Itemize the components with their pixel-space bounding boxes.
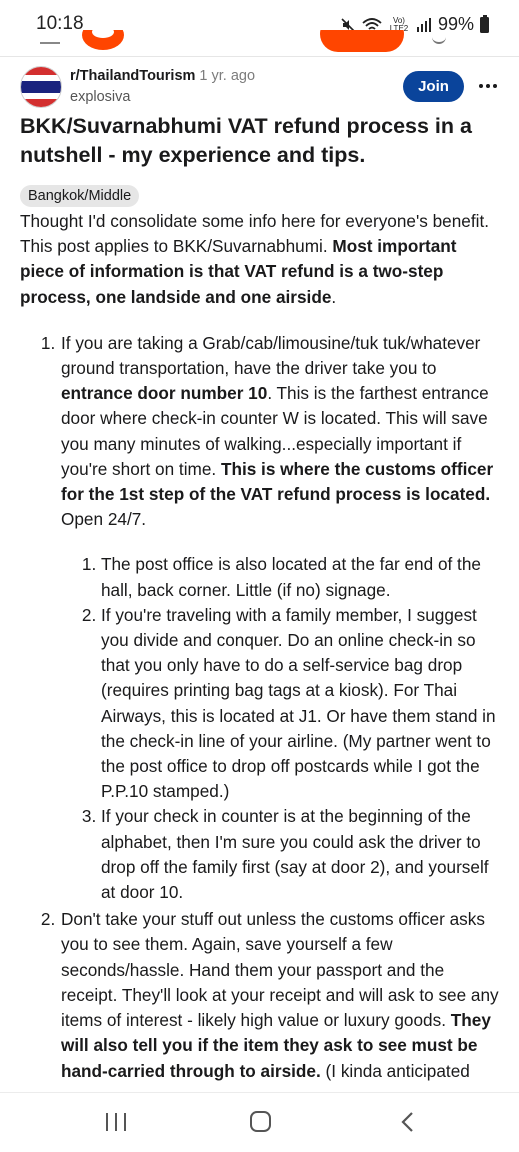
bold-text: Most important piece of information is that VAT refund is a two-step process, one landside and one airside	[20, 236, 457, 307]
post-age: 1 yr. ago	[199, 68, 256, 84]
sub-list-item: 2. If you're traveling with a family member, I suggest you divide and conquer. Do an online check-in so that you only have to do a self-service bag drop (requires printing bag tags at a kiosk). For Thai Airways, this is located at J1. Or have them stand in the check-in line of your airline. (My partner went to the post office to drop off postcards while I got the P.P.10 stamped.)	[101, 603, 505, 805]
post-title: BKK/Suvarnabhumi VAT refund process in a nutshell - my experience and tips.	[20, 114, 472, 167]
list-item	[60, 331, 505, 905]
text-run: If you are taking a Grab/cab/limousine/tuk tuk/whatever ground transportation, have the driver take you to	[61, 332, 481, 379]
sub-list-item: 1. The post office is also located at the far end of the hall, back corner. Little (if no) signage.	[101, 552, 505, 602]
post-meta	[70, 68, 255, 84]
text-run: (I kinda anticipated	[320, 1060, 470, 1081]
subreddit-avatar[interactable]	[20, 66, 62, 108]
subreddit-link[interactable]: r/ThailandTourism	[70, 68, 196, 84]
back-icon[interactable]	[398, 1110, 418, 1134]
text-run: Open 24/7.	[61, 509, 147, 530]
post-body	[20, 209, 505, 1084]
battery-percent: 99%	[437, 14, 474, 34]
sub-list	[61, 552, 505, 905]
recents-icon[interactable]	[106, 1113, 126, 1131]
bold-text: entrance door number 10	[61, 383, 268, 404]
sub-list-item: 3. If your check in counter is at the beginning of the alphabet, then I'm sure you could ask the driver to drop off the family first (say at door 2), and yourself at door 10.	[101, 804, 505, 905]
collapsed-header	[0, 30, 519, 56]
search-icon[interactable]	[432, 34, 446, 44]
bold-text: This is where the customs officer for the 1st step of the VAT refund process is located.	[61, 458, 494, 505]
reddit-logo-icon	[82, 30, 124, 50]
status-time: 10:18	[36, 13, 84, 34]
more-options-icon[interactable]	[478, 74, 498, 98]
menu-icon[interactable]	[40, 42, 60, 44]
join-button[interactable]: Join	[403, 71, 464, 102]
tips-list	[20, 331, 505, 1084]
intro-paragraph	[20, 209, 505, 310]
text-run: .	[331, 286, 337, 307]
home-icon[interactable]	[250, 1111, 271, 1132]
post-header	[0, 62, 519, 114]
post-flair[interactable]: Bangkok/Middle	[20, 185, 139, 207]
text-run: . This is the farthest entrance door where check-in counter W is located. This will save you many minutes of walking...especially important if you're short on time.	[61, 383, 489, 479]
author-link[interactable]: explosiva	[70, 89, 131, 105]
network-label: Vo) LTE2	[389, 15, 409, 33]
list-item	[60, 907, 505, 1083]
header-action-button[interactable]	[320, 30, 404, 52]
navigation-bar	[0, 1092, 519, 1152]
text-run: Don't take your stuff out unless the customs officer asks you to see them. Again, save yourself a few seconds/hassle. Hand them your passport and the receipt. They'll look at your receipt and will ask to see any items of interest - likely high value or luxury goods.	[61, 909, 499, 1031]
divider	[0, 56, 519, 57]
text-run: Thought I'd consolidate some info here for everyone's benefit. This post applies to BKK/Suvarnabhumi.	[20, 211, 489, 257]
bold-text: They will also tell you if the item they ask to see must be hand-carried through to airside.	[61, 1010, 491, 1081]
